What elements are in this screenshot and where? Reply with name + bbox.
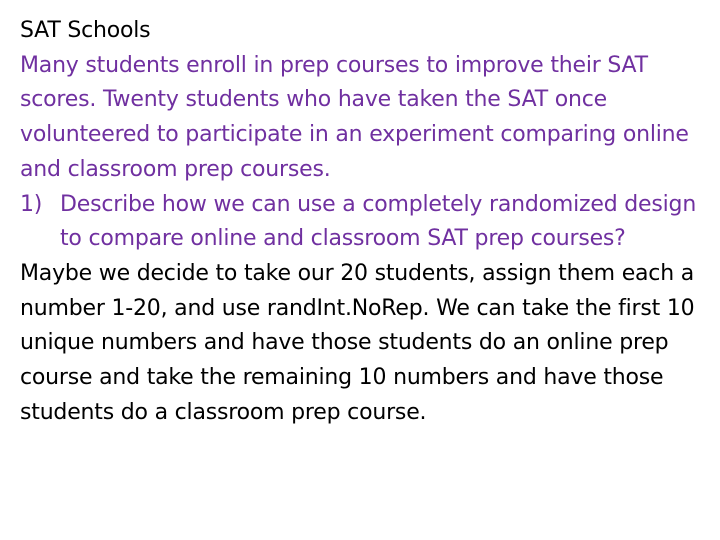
question-number: 1) bbox=[20, 191, 43, 217]
question-text: Describe how we can use a completely randomized design to compare online and classroom SAT prep courses? bbox=[60, 191, 697, 252]
slide-content bbox=[20, 14, 710, 430]
slide-title: SAT Schools bbox=[20, 18, 151, 43]
answer-paragraph: Maybe we decide to take our 20 students, assign them each a number 1-20, and use randInt.NoRep. We can take the first 10 unique numbers and have those students do an online prep course and take the remaining 10 numbers and have those students do a classroom prep course. bbox=[20, 260, 695, 425]
intro-paragraph: Many students enroll in prep courses to improve their SAT scores. Twenty students who have taken the SAT once volunteered to participate in an experiment comparing online and classroom prep courses. bbox=[20, 52, 689, 182]
question-item bbox=[20, 188, 710, 257]
